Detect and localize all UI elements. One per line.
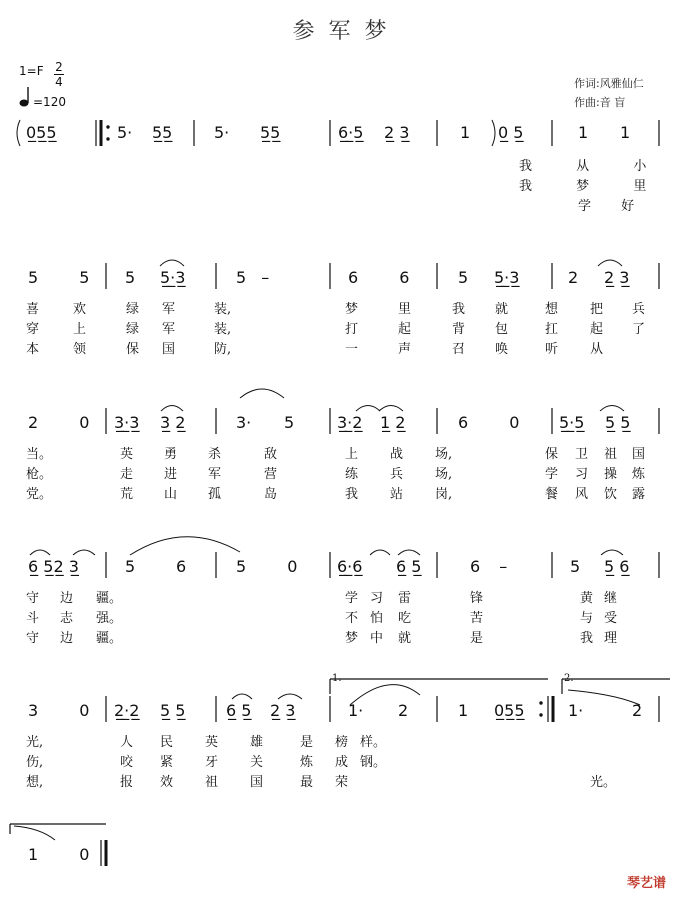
volta-1: 1.: [332, 673, 342, 684]
row3-note-12: 5̲ 5̲: [605, 413, 631, 432]
row4-note-2: 5: [125, 557, 136, 576]
lyric-r5-v1-4: 英: [205, 735, 219, 750]
lyric-r5-v1-7: 榜: [335, 735, 349, 750]
lyric-r3-v3-1: 党。: [26, 487, 53, 502]
lyric-r5-v3-5: 国: [250, 775, 264, 790]
row1-note-3: 5̲5̲: [152, 123, 173, 142]
lyric-r2-v2-5: 装,: [214, 322, 232, 337]
lyricist-credit: 作词:风雅仙仁: [574, 77, 644, 90]
lyric-r3-v1-3: 勇: [164, 447, 178, 462]
lyric-r3-v1-11: 祖: [604, 447, 618, 462]
row5-note-5: 6̲ 5̲: [226, 701, 252, 720]
lyric-r2-v2-2: 上: [73, 322, 87, 337]
lyric-r3-v2-10: 习: [575, 467, 589, 482]
lyric-r4-v2-5: 怕: [370, 611, 384, 626]
lyric-r3-v2-7: 兵: [390, 467, 404, 482]
lyric-r2-v1-3: 绿: [126, 302, 140, 317]
lyric-r3-v3-2: 荒: [120, 487, 134, 502]
lyric-r5-v1-8: 样。: [360, 735, 387, 750]
lyric-r2-v3-3: 保: [126, 342, 140, 357]
lyric-r4-v3-1: 守: [26, 631, 40, 646]
lyric-r3-v2-4: 军: [208, 467, 222, 482]
lyric-r2-v1-7: 里: [398, 302, 412, 317]
lyric-r3-v1-6: 上: [345, 447, 359, 462]
lyric-r4-v2-1: 斗: [26, 611, 40, 626]
row2-notes-a: 5 5: [28, 268, 90, 287]
row2-note-4: 5̲·̲3̲: [160, 268, 186, 287]
row4-note-11: 5̲ 6̲: [604, 557, 630, 576]
row2-notes-c: 6 6: [348, 268, 410, 287]
lyric-r3-v1-8: 场,: [435, 447, 453, 462]
lyric-r4-v3-5: 中: [370, 631, 384, 646]
lyric-r3-v1-10: 卫: [575, 447, 589, 462]
lyric-r2-v1-6: 梦: [345, 302, 359, 317]
row1-note-9: 0̲ 5̲: [498, 123, 524, 142]
lyric-r2-v3-11: 从: [590, 342, 604, 357]
lyric-r5-v2-4: 牙: [205, 755, 219, 770]
lyric-r5-v3-6: 最: [300, 775, 314, 790]
lyric-r3-v2-8: 场,: [435, 467, 453, 482]
row1-lyric-3: 学 好: [578, 199, 635, 214]
lyric-r4-v2-9: 受: [604, 611, 618, 626]
row5-note-7: 1·: [348, 701, 364, 720]
lyric-r5-v3-1: 想,: [26, 775, 44, 790]
row3-note-7: 3̲·̲2̲: [337, 413, 363, 432]
row5-note-10: 0̲5̲5̲: [494, 701, 525, 720]
row1-note-7: 2̲ 3̲: [384, 123, 410, 142]
time-sig-bottom: 4: [55, 75, 63, 89]
lyric-r3-v1-2: 英: [120, 447, 134, 462]
watermark-logo: 琴艺谱: [627, 876, 667, 891]
row3-notes-a: 2 0: [28, 413, 90, 432]
lyric-r3-v3-10: 风: [575, 487, 589, 502]
lyric-r4-v2-4: 不: [345, 611, 359, 626]
lyric-r3-v3-7: 站: [390, 487, 404, 502]
lyric-r2-v1-4: 军: [162, 302, 176, 317]
lyric-r4-v3-8: 我: [580, 631, 594, 646]
lyric-r2-v1-2: 欢: [73, 302, 87, 317]
lyric-r3-v2-3: 进: [164, 467, 178, 482]
lyric-r5-v2-7: 成: [335, 755, 349, 770]
lyric-r4-v1-7: 锋: [470, 591, 484, 606]
lyric-r4-v1-4: 学: [345, 591, 359, 606]
lyric-r4-v3-2: 边: [60, 631, 74, 646]
lyric-r5-v2-6: 炼: [300, 755, 314, 770]
lyric-r3-v3-5: 岛: [264, 487, 278, 502]
lyric-r2-v2-10: 扛: [545, 322, 559, 337]
lyric-r4-v2-2: 志: [60, 611, 74, 626]
lyric-r5-v1-5: 雄: [250, 735, 264, 750]
lyric-r4-v1-8: 黄: [580, 591, 594, 606]
lyric-r4-v1-3: 疆。: [96, 591, 123, 606]
lyric-r3-v1-1: 当。: [26, 447, 53, 462]
row2-notes-b: 5 –: [236, 268, 270, 287]
row5-note-6: 2̲ 3̲: [270, 701, 296, 720]
lyric-r4-v3-3: 疆。: [96, 631, 123, 646]
lyric-r4-v3-9: 理: [604, 631, 618, 646]
lyric-r2-v3-10: 听: [545, 342, 559, 357]
row4-notes-b: 5 0: [236, 557, 298, 576]
lyric-r5-v3-7: 荣: [335, 775, 349, 790]
lyric-r5-v1-2: 人: [120, 735, 134, 750]
row5-note-12: 2: [632, 701, 643, 720]
row2-note-11: 2: [568, 268, 579, 287]
lyric-r5-v1-6: 是: [300, 735, 314, 750]
key-signature: 1=F: [19, 64, 44, 78]
time-sig-top: 2: [55, 60, 63, 74]
row1-note-1: 0̲5̲5̲: [26, 123, 57, 142]
lyric-r3-v2-12: 炼: [632, 467, 646, 482]
song-title: 参军梦: [292, 19, 401, 44]
lyric-r5-v3-4: 祖: [205, 775, 219, 790]
lyric-r3-v1-5: 敌: [264, 447, 278, 462]
row4-note-10: 5: [570, 557, 581, 576]
row3-notes-b: 6 0: [458, 413, 520, 432]
lyric-r2-v1-5: 装,: [214, 302, 232, 317]
row1-note-11: 1: [620, 123, 631, 142]
lyric-r2-v2-12: 了: [632, 322, 646, 337]
lyric-r4-v3-6: 就: [398, 631, 412, 646]
lyric-r2-v3-1: 本: [26, 342, 40, 357]
lyric-r3-v3-3: 山: [164, 487, 178, 502]
lyric-r3-v1-9: 保: [545, 447, 559, 462]
row1-note-4: 5·: [214, 123, 230, 142]
row1-note-5: 5̲5̲: [260, 123, 281, 142]
lyric-r2-v3-6: 一: [345, 342, 359, 357]
row4-notes-c: 6 –: [470, 557, 508, 576]
lyric-r3-v3-8: 岗,: [435, 487, 453, 502]
lyric-r4-v1-1: 守: [26, 591, 40, 606]
row2-note-10: 5̲·̲3̲: [494, 268, 520, 287]
lyric-r2-v1-10: 想: [545, 302, 559, 317]
lyric-r2-v2-9: 包: [495, 322, 509, 337]
row1-note-6: 6̲·̲5̲: [338, 123, 364, 142]
row4-note-6: 6̲·̲6̲: [337, 557, 363, 576]
lyric-r2-v3-4: 国: [162, 342, 176, 357]
lyric-r3-v3-4: 孤: [208, 487, 222, 502]
row4-note-1: 6̲ 5̲2̲ 3̲: [28, 557, 79, 576]
row5-note-9: 1: [458, 701, 469, 720]
row5-note-11: 1·: [568, 701, 584, 720]
lyric-r5-v3-8: 光。: [590, 775, 617, 790]
lyric-r2-v2-8: 背: [452, 322, 466, 337]
lyric-r2-v3-8: 召: [452, 342, 466, 357]
row3-note-6: 5: [284, 413, 295, 432]
lyric-r2-v2-1: 穿: [26, 322, 40, 337]
lyric-r4-v2-8: 与: [580, 611, 594, 626]
row1-lyric-1: 我 从 小: [519, 159, 647, 174]
lyric-r4-v2-7: 苦: [470, 611, 484, 626]
row4-note-7: 6̲ 5̲: [396, 557, 422, 576]
row1-note-8: 1: [460, 123, 471, 142]
row3-note-11: 5̲·̲5̲: [559, 413, 585, 432]
lyric-r2-v2-7: 起: [398, 322, 412, 337]
lyric-r3-v3-12: 露: [632, 487, 646, 502]
lyric-r5-v2-5: 关: [250, 755, 264, 770]
row1-lyric-2: 我 梦 里: [519, 179, 647, 194]
row3-note-4: 3̲ 2̲: [160, 413, 186, 432]
tempo-mark: =120: [33, 95, 66, 109]
lyric-r3-v2-1: 枪。: [26, 467, 53, 482]
lyric-r3-v3-9: 餐: [545, 487, 559, 502]
lyric-r5-v2-1: 伤,: [26, 755, 44, 770]
lyric-r2-v3-5: 防,: [214, 342, 232, 357]
lyric-r4-v1-9: 继: [604, 591, 618, 606]
lyric-r4-v2-3: 强。: [96, 611, 123, 626]
lyric-r5-v2-8: 钢。: [360, 755, 387, 770]
lyric-r3-v3-11: 饮: [604, 487, 618, 502]
lyric-r5-v2-3: 紧: [160, 755, 174, 770]
row5-notes-a: 3 0: [28, 701, 90, 720]
row5-note-8: 2: [398, 701, 409, 720]
lyric-r2-v2-6: 打: [345, 322, 359, 337]
lyric-r4-v1-2: 边: [60, 591, 74, 606]
row3-note-8: 1̲ 2̲: [380, 413, 406, 432]
row1-note-10: 1: [578, 123, 589, 142]
lyric-r2-v1-8: 我: [452, 302, 466, 317]
lyric-r2-v3-9: 唤: [495, 342, 509, 357]
lyric-r3-v1-4: 杀: [208, 447, 222, 462]
lyric-r3-v2-5: 营: [264, 467, 278, 482]
lyric-r3-v1-7: 战: [390, 447, 404, 462]
lyric-r2-v2-4: 军: [162, 322, 176, 337]
lyric-r4-v1-6: 雷: [398, 591, 412, 606]
lyric-r5-v3-3: 效: [160, 775, 174, 790]
lyric-r4-v3-4: 梦: [345, 631, 359, 646]
row5-note-4: 5̲ 5̲: [160, 701, 186, 720]
lyric-r3-v2-9: 学: [545, 467, 559, 482]
row2-note-9: 5: [458, 268, 469, 287]
row4-note-3: 6: [176, 557, 187, 576]
lyric-r2-v1-11: 把: [590, 302, 604, 317]
volta-2: 2.: [564, 673, 574, 684]
lyric-r3-v1-12: 国: [632, 447, 646, 462]
lyric-r4-v2-6: 吃: [398, 611, 412, 626]
row1-note-2: 5·: [117, 123, 133, 142]
lyric-r4-v3-7: 是: [470, 631, 484, 646]
row3-note-3: 3̲·̲3̲: [114, 413, 140, 432]
lyric-r2-v3-2: 领: [73, 342, 87, 357]
row5-note-3: 2̲·̲2̲: [114, 701, 140, 720]
lyric-r3-v2-11: 操: [604, 467, 618, 482]
lyric-r2-v2-11: 起: [590, 322, 604, 337]
lyric-r2-v3-7: 声: [398, 342, 412, 357]
lyric-r2-v1-9: 就: [495, 302, 509, 317]
lyric-r4-v1-5: 习: [370, 591, 384, 606]
lyric-r2-v1-12: 兵: [632, 302, 646, 317]
lyric-r3-v2-6: 练: [345, 467, 359, 482]
lyric-r3-v2-2: 走: [120, 467, 134, 482]
composer-credit: 作曲:音 盲: [574, 96, 626, 109]
row2-note-3: 5: [125, 268, 136, 287]
lyric-r2-v2-3: 绿: [126, 322, 140, 337]
lyric-r5-v3-2: 报: [120, 775, 134, 790]
row2-note-12: 2̲ 3̲: [604, 268, 630, 287]
lyric-r5-v1-1: 光,: [26, 735, 44, 750]
lyric-r3-v3-6: 我: [345, 487, 359, 502]
lyric-r5-v1-3: 民: [160, 735, 174, 750]
lyric-r5-v2-2: 咬: [120, 755, 134, 770]
row3-note-5: 3·: [236, 413, 252, 432]
lyric-r2-v1-1: 喜: [26, 302, 40, 317]
row6-notes: 1 0: [28, 845, 90, 864]
